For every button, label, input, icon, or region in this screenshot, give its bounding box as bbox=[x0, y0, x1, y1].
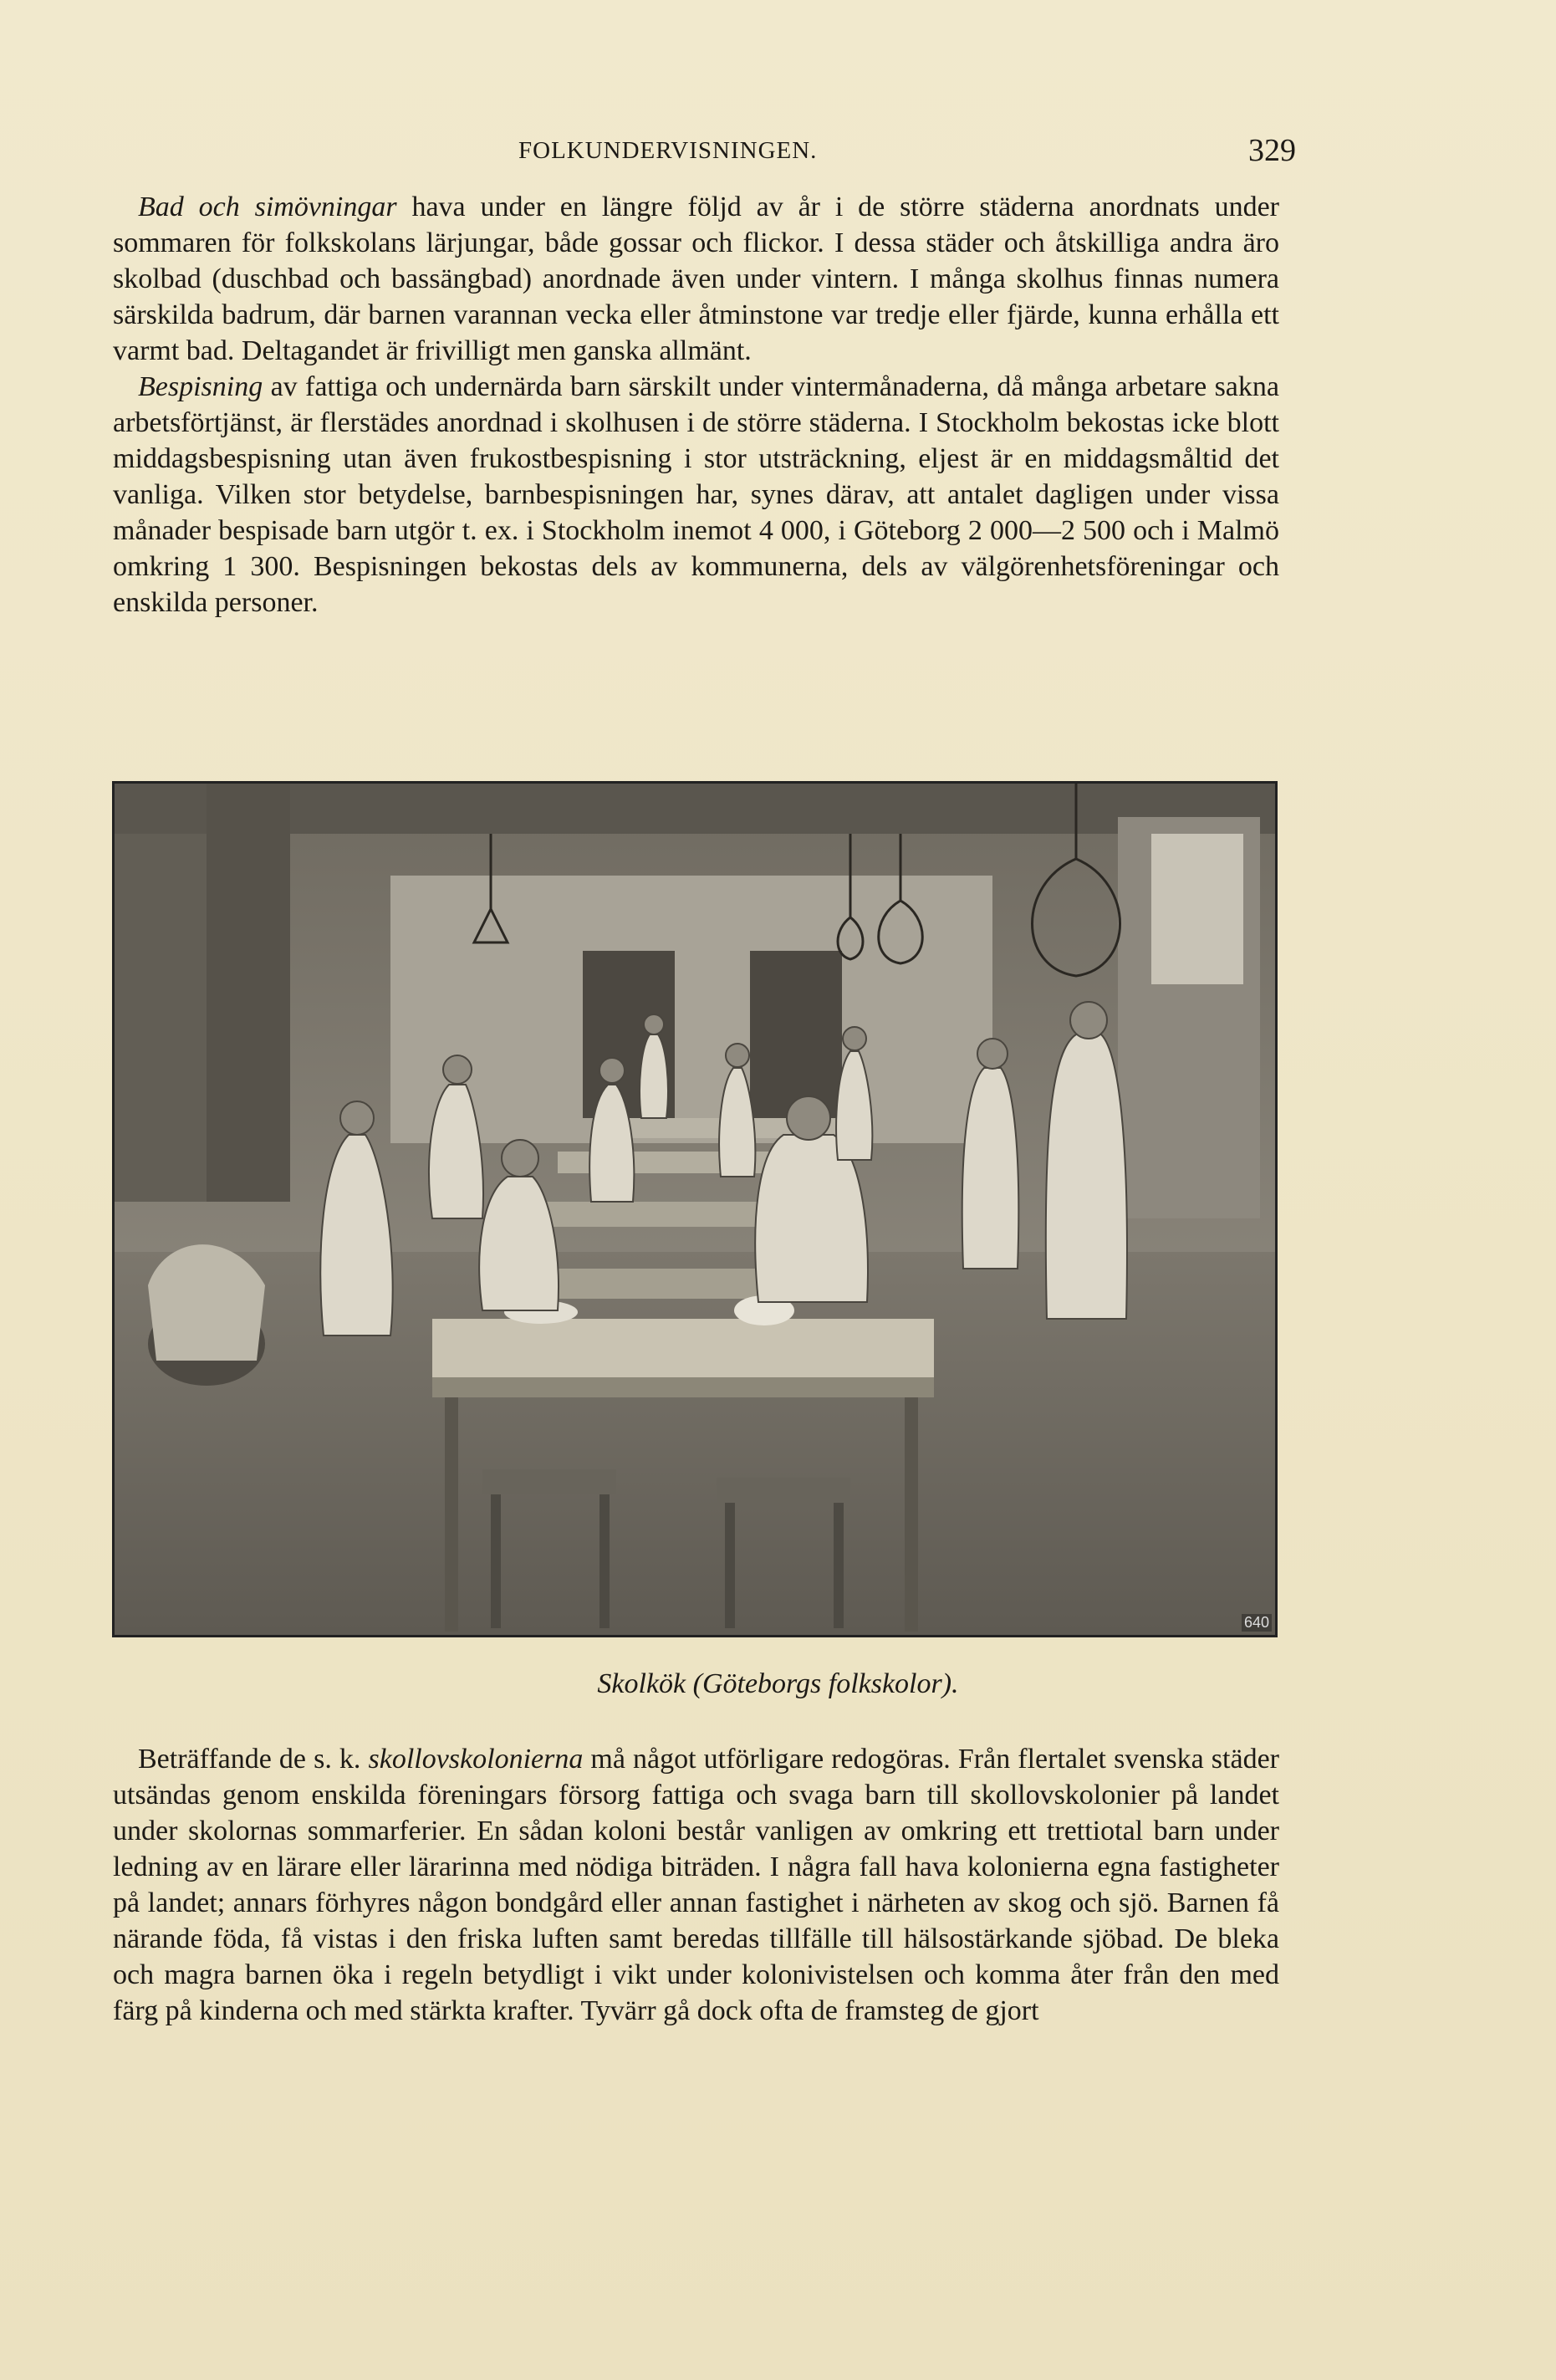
photograph-illustration bbox=[115, 784, 1275, 1635]
running-head: FOLKUNDERVISNINGEN. bbox=[518, 137, 818, 164]
paragraph-body: må något utförligare redogöras. Från flertalet svenska städer utsändas genom enskilda föreningars försorg fattiga och svaga barn till skollovskolonier på landet under skolornas sommarferier. En sådan koloni består vanligen av omkring ett trettiotal barn under ledning av en lärare eller lärarinna med nödiga biträden. I några fall hava kolonierna egna fastigheter på landet; annars förhyres någon bondgård eller annan fastighet i närheten av skog och sjö. Barnen få närande föda, få vistas i den friska luften samt beredas tillfälle till hälsostärkande sjöbad. De bleka och magra barnen öka i regeln betydligt i vikt under kolonivistelsen och komma åter från den med färg på kinderna och med stärkta krafter. Tyvärr gå dock ofta de framsteg de gjort bbox=[113, 1744, 1279, 2026]
paragraph-lead: Bad och simövningar bbox=[138, 192, 397, 222]
paragraph-body: av fattiga och undernärda barn särskilt under vintermånaderna, då många arbetare sakna arbetsförtjänst, är flerstädes anordnad i skolhusen i de större städerna. I Stockholm bekostas icke blott middagsbespisning utan även frukostbespisning i stor utsträckning, eljest är en middagsmåltid det vanliga. Vilken stor betydelse, barnbespisningen har, synes därav, att antalet dagligen under vissa månader bespisade barn utgör t. ex. i Stockholm inemot 4 000, i Göteborg 2 000—2 500 och i Malmö omkring 1 300. Bespisningen bekostas dels av kommunerna, dels av välgörenhetsföreningar och enskilda personer. bbox=[113, 371, 1279, 618]
top-text-block bbox=[113, 189, 1279, 621]
paragraph-colonies bbox=[113, 1741, 1279, 2029]
figure-caption: Skolkök (Göteborgs folkskolor). bbox=[597, 1668, 959, 1699]
page-header bbox=[117, 132, 1296, 182]
page-number: 329 bbox=[1248, 133, 1296, 168]
paragraph-feeding bbox=[113, 369, 1279, 621]
paragraph-emphasis: skollovskolonierna bbox=[368, 1744, 584, 1775]
photograph-school-kitchen bbox=[112, 781, 1278, 1637]
bottom-text-block bbox=[113, 1741, 1279, 2029]
paragraph-body: hava under en längre följd av år i de större städerna anordnats under sommaren för folkskolans lärjungar, både gossar och flickor. I dessa städer och åtskilliga andra äro skolbad (duschbad och bassängbad) anordnade även under vintern. I många skolhus finnas numera särskilda badrum, där barnen varannan vecka eller åtminstone var tredje eller fjärde, kunna erhålla ett varmt bad. Deltagandet är frivilligt men ganska allmänt. bbox=[113, 192, 1280, 366]
paragraph-bath bbox=[113, 189, 1279, 369]
plate-number: 640 bbox=[1242, 1614, 1272, 1632]
paragraph-lead: Bespisning bbox=[138, 371, 263, 402]
paragraph-start: Beträffande de s. k. bbox=[138, 1744, 369, 1775]
